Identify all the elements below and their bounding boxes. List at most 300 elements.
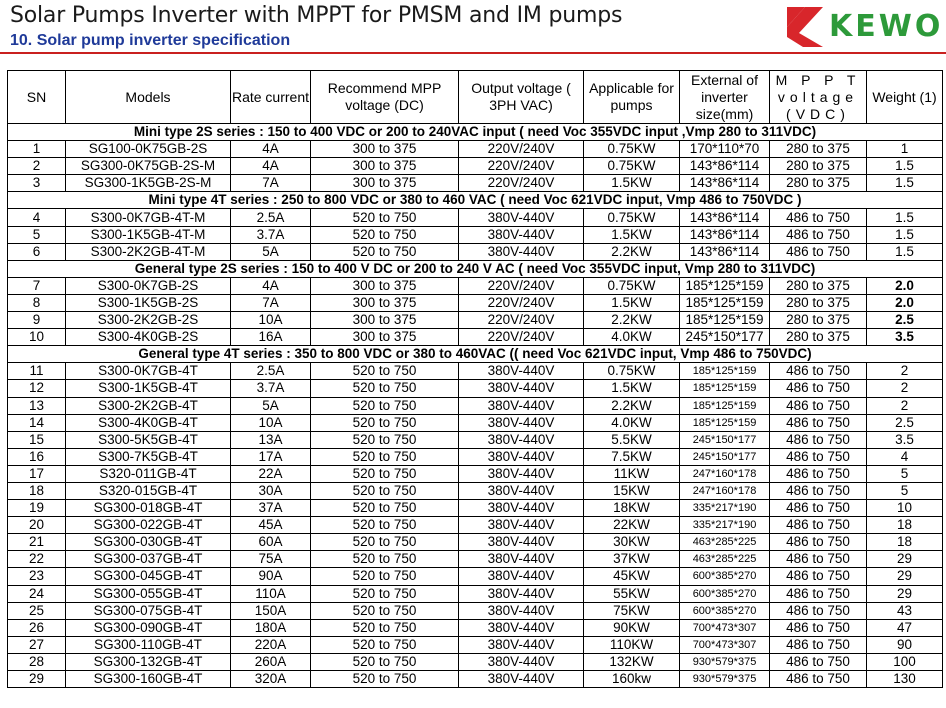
table-cell: 520 to 750 xyxy=(311,465,459,482)
table-cell: 21 xyxy=(8,534,66,551)
table-cell: 11 xyxy=(8,363,66,380)
table-cell: 2.2KW xyxy=(584,243,680,260)
table-cell: 380V-440V xyxy=(459,602,584,619)
table-cell: 2 xyxy=(867,363,943,380)
table-cell: 520 to 750 xyxy=(311,226,459,243)
table-cell: 600*385*270 xyxy=(680,585,770,602)
col-header: Rate current xyxy=(231,71,311,124)
header-divider xyxy=(0,52,946,54)
table-cell: 26 xyxy=(8,619,66,636)
table-cell: 520 to 750 xyxy=(311,671,459,688)
table-cell: 7A xyxy=(231,175,311,192)
table-cell: 380V-440V xyxy=(459,431,584,448)
table-row xyxy=(8,158,943,175)
table-cell: 280 to 375 xyxy=(770,312,867,329)
table-cell: 380V-440V xyxy=(459,517,584,534)
table-cell: 520 to 750 xyxy=(311,500,459,517)
table-cell: 0.75KW xyxy=(584,277,680,294)
table-cell: 29 xyxy=(867,568,943,585)
table-row xyxy=(8,243,943,260)
table-row xyxy=(8,226,943,243)
section-header-row xyxy=(8,260,943,277)
table-cell: 2 xyxy=(867,397,943,414)
table-cell: 220V/240V xyxy=(459,294,584,311)
table-row xyxy=(8,551,943,568)
table-cell: 247*160*178 xyxy=(680,482,770,499)
table-cell: SG300-110GB-4T xyxy=(66,636,231,653)
table-cell: 4A xyxy=(231,141,311,158)
table-cell: 29 xyxy=(867,551,943,568)
table-cell: 2.5 xyxy=(867,312,943,329)
table-cell: 520 to 750 xyxy=(311,243,459,260)
table-cell: 520 to 750 xyxy=(311,363,459,380)
table-cell: 37KW xyxy=(584,551,680,568)
table-cell: 220V/240V xyxy=(459,158,584,175)
table-cell: 486 to 750 xyxy=(770,380,867,397)
table-cell: 486 to 750 xyxy=(770,363,867,380)
table-cell: 185*125*159 xyxy=(680,277,770,294)
table-cell: 1.5KW xyxy=(584,294,680,311)
table-cell: 247*160*178 xyxy=(680,465,770,482)
table-cell: SG300-055GB-4T xyxy=(66,585,231,602)
table-cell: 3 xyxy=(8,175,66,192)
table-cell: 185*125*159 xyxy=(680,312,770,329)
table-row xyxy=(8,500,943,517)
table-cell: 4 xyxy=(867,448,943,465)
table-cell: 16A xyxy=(231,329,311,346)
table-cell: 486 to 750 xyxy=(770,568,867,585)
table-cell: 520 to 750 xyxy=(311,397,459,414)
table-cell: 1.5KW xyxy=(584,175,680,192)
table-cell: 2 xyxy=(867,380,943,397)
table-cell: 280 to 375 xyxy=(770,277,867,294)
table-cell: 220V/240V xyxy=(459,175,584,192)
table-cell: 380V-440V xyxy=(459,397,584,414)
table-cell: 100 xyxy=(867,653,943,670)
table-cell: 29 xyxy=(867,585,943,602)
table-cell: 380V-440V xyxy=(459,534,584,551)
table-cell: 280 to 375 xyxy=(770,175,867,192)
table-cell: 18 xyxy=(867,517,943,534)
table-cell: SG300-018GB-4T xyxy=(66,500,231,517)
col-header: Recommend MPP voltage (DC) xyxy=(311,71,459,124)
table-cell: 7.5KW xyxy=(584,448,680,465)
table-row xyxy=(8,294,943,311)
table-cell: S300-0K7GB-4T xyxy=(66,363,231,380)
table-cell: SG300-075GB-4T xyxy=(66,602,231,619)
section-title: General type 4T series : 350 to 800 VDC or 380 to 460VAC (( need Voc 621VDC input, Vmp 486 to 750VDC) xyxy=(8,346,943,363)
table-cell: 1 xyxy=(8,141,66,158)
table-cell: 10A xyxy=(231,414,311,431)
table-cell: 2.5A xyxy=(231,209,311,226)
table-cell: 1.5 xyxy=(867,226,943,243)
table-cell: 486 to 750 xyxy=(770,551,867,568)
table-cell: 1.5 xyxy=(867,175,943,192)
table-cell: SG300-037GB-4T xyxy=(66,551,231,568)
table-cell: 930*579*375 xyxy=(680,671,770,688)
table-cell: 7A xyxy=(231,294,311,311)
table-cell: 463*285*225 xyxy=(680,534,770,551)
table-cell: 1.5 xyxy=(867,243,943,260)
table-cell: 300 to 375 xyxy=(311,312,459,329)
table-cell: 245*150*177 xyxy=(680,329,770,346)
table-cell: 220A xyxy=(231,636,311,653)
table-row xyxy=(8,141,943,158)
table-cell: 380V-440V xyxy=(459,500,584,517)
table-row xyxy=(8,671,943,688)
table-cell: S320-015GB-4T xyxy=(66,482,231,499)
table-cell: S300-1K5GB-4T xyxy=(66,380,231,397)
table-cell: 13A xyxy=(231,431,311,448)
table-cell: 7 xyxy=(8,277,66,294)
table-cell: SG300-045GB-4T xyxy=(66,568,231,585)
table-cell: 55KW xyxy=(584,585,680,602)
table-cell: S300-4K0GB-2S xyxy=(66,329,231,346)
table-cell: 520 to 750 xyxy=(311,517,459,534)
table-cell: 10A xyxy=(231,312,311,329)
col-header: SN xyxy=(8,71,66,124)
table-cell: SG300-022GB-4T xyxy=(66,517,231,534)
table-cell: 143*86*114 xyxy=(680,175,770,192)
table-cell: 486 to 750 xyxy=(770,243,867,260)
table-cell: 520 to 750 xyxy=(311,414,459,431)
table-cell: 130 xyxy=(867,671,943,688)
table-cell: 486 to 750 xyxy=(770,209,867,226)
table-cell: 380V-440V xyxy=(459,551,584,568)
table-cell: 280 to 375 xyxy=(770,141,867,158)
table-cell: 4 xyxy=(8,209,66,226)
table-cell: 486 to 750 xyxy=(770,482,867,499)
table-cell: 0.75KW xyxy=(584,158,680,175)
table-cell: 280 to 375 xyxy=(770,158,867,175)
table-cell: 520 to 750 xyxy=(311,619,459,636)
table-cell: 2.0 xyxy=(867,294,943,311)
table-row xyxy=(8,414,943,431)
table-cell: 18KW xyxy=(584,500,680,517)
table-cell: 29 xyxy=(8,671,66,688)
table-cell: 2.5 xyxy=(867,414,943,431)
table-cell: 185*125*159 xyxy=(680,380,770,397)
table-cell: 380V-440V xyxy=(459,209,584,226)
table-cell: 220V/240V xyxy=(459,141,584,158)
table-cell: 486 to 750 xyxy=(770,431,867,448)
table-cell: 380V-440V xyxy=(459,448,584,465)
table-cell: 486 to 750 xyxy=(770,226,867,243)
table-cell: 150A xyxy=(231,602,311,619)
table-cell: S300-2K2GB-4T-M xyxy=(66,243,231,260)
table-cell: 16 xyxy=(8,448,66,465)
table-cell: 486 to 750 xyxy=(770,585,867,602)
table-cell: 520 to 750 xyxy=(311,209,459,226)
table-cell: 18 xyxy=(8,482,66,499)
table-cell: 380V-440V xyxy=(459,380,584,397)
table-cell: 0.75KW xyxy=(584,141,680,158)
table-row xyxy=(8,568,943,585)
table-cell: 520 to 750 xyxy=(311,431,459,448)
table-row xyxy=(8,329,943,346)
table-cell: 486 to 750 xyxy=(770,500,867,517)
table-cell: 2.5A xyxy=(231,363,311,380)
table-cell: 22 xyxy=(8,551,66,568)
logo-wordmark: KEWO xyxy=(829,9,944,44)
section-subtitle: 10. Solar pump inverter specification xyxy=(10,32,291,49)
table-cell: 5 xyxy=(867,465,943,482)
table-cell: 90KW xyxy=(584,619,680,636)
table-cell: 11KW xyxy=(584,465,680,482)
table-cell: S300-5K5GB-4T xyxy=(66,431,231,448)
table-row xyxy=(8,517,943,534)
col-header: Applicable for pumps xyxy=(584,71,680,124)
table-cell: 30KW xyxy=(584,534,680,551)
table-cell: 380V-440V xyxy=(459,226,584,243)
table-cell: 300 to 375 xyxy=(311,329,459,346)
table-cell: 280 to 375 xyxy=(770,329,867,346)
table-cell: 486 to 750 xyxy=(770,602,867,619)
table-cell: 143*86*114 xyxy=(680,158,770,175)
col-header: M P P T voltage (VDC) xyxy=(770,71,867,124)
table-cell: 335*217*190 xyxy=(680,500,770,517)
table-cell: 185*125*159 xyxy=(680,414,770,431)
table-row xyxy=(8,431,943,448)
table-cell: S300-1K5GB-4T-M xyxy=(66,226,231,243)
table-cell: 170*110*70 xyxy=(680,141,770,158)
col-header: Models xyxy=(66,71,231,124)
table-cell: SG300-030GB-4T xyxy=(66,534,231,551)
table-cell: 90 xyxy=(867,636,943,653)
col-header: Output voltage ( 3PH VAC) xyxy=(459,71,584,124)
table-row xyxy=(8,312,943,329)
table-cell: 486 to 750 xyxy=(770,414,867,431)
table-cell: 700*473*307 xyxy=(680,619,770,636)
table-cell: 1.5KW xyxy=(584,226,680,243)
table-cell: 520 to 750 xyxy=(311,551,459,568)
table-cell: 47 xyxy=(867,619,943,636)
table-cell: 180A xyxy=(231,619,311,636)
table-cell: 300 to 375 xyxy=(311,294,459,311)
table-cell: 280 to 375 xyxy=(770,294,867,311)
table-cell: 143*86*114 xyxy=(680,243,770,260)
table-cell: 15KW xyxy=(584,482,680,499)
table-row xyxy=(8,363,943,380)
table-cell: 4A xyxy=(231,158,311,175)
table-row xyxy=(8,602,943,619)
table-cell: 4.0KW xyxy=(584,414,680,431)
table-cell: 245*150*177 xyxy=(680,448,770,465)
table-cell: 245*150*177 xyxy=(680,431,770,448)
table-cell: 380V-440V xyxy=(459,585,584,602)
table-cell: 75A xyxy=(231,551,311,568)
table-cell: 520 to 750 xyxy=(311,534,459,551)
table-cell: 520 to 750 xyxy=(311,380,459,397)
table-cell: 486 to 750 xyxy=(770,397,867,414)
table-row xyxy=(8,175,943,192)
table-cell: 110A xyxy=(231,585,311,602)
table-cell: 3.7A xyxy=(231,226,311,243)
table-cell: SG300-160GB-4T xyxy=(66,671,231,688)
table-cell: 5 xyxy=(867,482,943,499)
table-cell: 143*86*114 xyxy=(680,226,770,243)
table-cell: SG100-0K75GB-2S xyxy=(66,141,231,158)
table-cell: 5 xyxy=(8,226,66,243)
table-cell: 45KW xyxy=(584,568,680,585)
col-header: External of inverter size(mm) xyxy=(680,71,770,124)
section-header-row xyxy=(8,124,943,141)
table-cell: 930*579*375 xyxy=(680,653,770,670)
table-cell: 520 to 750 xyxy=(311,585,459,602)
col-header: Weight (1) xyxy=(867,71,943,124)
table-cell: 15 xyxy=(8,431,66,448)
table-cell: S300-4K0GB-4T xyxy=(66,414,231,431)
table-cell: 185*125*159 xyxy=(680,363,770,380)
table-cell: 3.7A xyxy=(231,380,311,397)
table-cell: 486 to 750 xyxy=(770,636,867,653)
table-cell: SG300-090GB-4T xyxy=(66,619,231,636)
table-cell: 520 to 750 xyxy=(311,448,459,465)
table-cell: 520 to 750 xyxy=(311,602,459,619)
table-row xyxy=(8,209,943,226)
table-cell: 143*86*114 xyxy=(680,209,770,226)
table-cell: SG300-0K75GB-2S-M xyxy=(66,158,231,175)
kewo-logo xyxy=(783,3,943,49)
table-cell: 24 xyxy=(8,585,66,602)
section-header-row xyxy=(8,192,943,209)
page-title: Solar Pumps Inverter with MPPT for PMSM and IM pumps xyxy=(10,3,623,28)
table-cell: 20 xyxy=(8,517,66,534)
table-cell: SG300-1K5GB-2S-M xyxy=(66,175,231,192)
table-cell: 380V-440V xyxy=(459,619,584,636)
section-header-row xyxy=(8,346,943,363)
table-cell: 5A xyxy=(231,397,311,414)
table-cell: 220V/240V xyxy=(459,277,584,294)
table-cell: 25 xyxy=(8,602,66,619)
table-cell: 45A xyxy=(231,517,311,534)
table-cell: 2.0 xyxy=(867,277,943,294)
table-cell: 380V-440V xyxy=(459,568,584,585)
table-cell: 19 xyxy=(8,500,66,517)
table-cell: 132KW xyxy=(584,653,680,670)
table-cell: 17 xyxy=(8,465,66,482)
table-cell: 13 xyxy=(8,397,66,414)
table-cell: 600*385*270 xyxy=(680,602,770,619)
table-cell: 320A xyxy=(231,671,311,688)
table-cell: 300 to 375 xyxy=(311,175,459,192)
section-title: Mini type 2S series : 150 to 400 VDC or 200 to 240VAC input ( need Voc 355VDC input ,Vmp 280 to 311VDC) xyxy=(8,124,943,141)
table-cell: 23 xyxy=(8,568,66,585)
table-row xyxy=(8,534,943,551)
table-cell: 486 to 750 xyxy=(770,517,867,534)
table-row xyxy=(8,585,943,602)
table-cell: 9 xyxy=(8,312,66,329)
table-cell: 18 xyxy=(867,534,943,551)
table-cell: 0.75KW xyxy=(584,363,680,380)
table-cell: 300 to 375 xyxy=(311,141,459,158)
table-cell: 486 to 750 xyxy=(770,653,867,670)
table-cell: 43 xyxy=(867,602,943,619)
table-cell: 1.5 xyxy=(867,209,943,226)
table-row xyxy=(8,448,943,465)
table-cell: 10 xyxy=(8,329,66,346)
table-cell: 1.5 xyxy=(867,158,943,175)
table-cell: 2 xyxy=(8,158,66,175)
table-cell: S300-2K2GB-4T xyxy=(66,397,231,414)
table-cell: 185*125*159 xyxy=(680,294,770,311)
table-cell: 380V-440V xyxy=(459,482,584,499)
table-cell: 2.2KW xyxy=(584,312,680,329)
table-cell: 520 to 750 xyxy=(311,653,459,670)
table-cell: 60A xyxy=(231,534,311,551)
table-cell: 8 xyxy=(8,294,66,311)
table-cell: 1.5KW xyxy=(584,380,680,397)
table-cell: 220V/240V xyxy=(459,312,584,329)
table-cell: 30A xyxy=(231,482,311,499)
table-cell: 185*125*159 xyxy=(680,397,770,414)
table-cell: 27 xyxy=(8,636,66,653)
table-cell: 520 to 750 xyxy=(311,568,459,585)
table-cell: 6 xyxy=(8,243,66,260)
table-cell: 300 to 375 xyxy=(311,277,459,294)
table-row xyxy=(8,380,943,397)
table-cell: S300-0K7GB-2S xyxy=(66,277,231,294)
table-cell: 10 xyxy=(867,500,943,517)
table-cell: 17A xyxy=(231,448,311,465)
table-cell: 486 to 750 xyxy=(770,619,867,636)
section-title: Mini type 4T series : 250 to 800 VDC or 380 to 460 VAC ( need Voc 621VDC input, Vmp 486 to 750VDC ) xyxy=(8,192,943,209)
table-cell: 3.5 xyxy=(867,431,943,448)
table-cell: 220V/240V xyxy=(459,329,584,346)
spec-table xyxy=(7,70,943,688)
table-row xyxy=(8,653,943,670)
table-row xyxy=(8,465,943,482)
table-cell: 700*473*307 xyxy=(680,636,770,653)
table-cell: 22A xyxy=(231,465,311,482)
table-cell: 14 xyxy=(8,414,66,431)
table-row xyxy=(8,636,943,653)
table-cell: 486 to 750 xyxy=(770,671,867,688)
table-cell: S300-2K2GB-2S xyxy=(66,312,231,329)
table-cell: 4.0KW xyxy=(584,329,680,346)
table-cell: S300-7K5GB-4T xyxy=(66,448,231,465)
table-cell: 5.5KW xyxy=(584,431,680,448)
table-cell: S320-011GB-4T xyxy=(66,465,231,482)
table-row xyxy=(8,277,943,294)
table-cell: 600*385*270 xyxy=(680,568,770,585)
table-cell: S300-1K5GB-2S xyxy=(66,294,231,311)
table-cell: 520 to 750 xyxy=(311,636,459,653)
table-cell: 4A xyxy=(231,277,311,294)
table-row xyxy=(8,619,943,636)
table-cell: 5A xyxy=(231,243,311,260)
table-cell: 0.75KW xyxy=(584,209,680,226)
table-cell: 380V-440V xyxy=(459,465,584,482)
table-cell: 1 xyxy=(867,141,943,158)
table-cell: 3.5 xyxy=(867,329,943,346)
table-row xyxy=(8,397,943,414)
table-cell: 380V-440V xyxy=(459,243,584,260)
table-cell: 2.2KW xyxy=(584,397,680,414)
table-cell: 380V-440V xyxy=(459,671,584,688)
table-cell: 380V-440V xyxy=(459,636,584,653)
table-cell: 520 to 750 xyxy=(311,482,459,499)
table-cell: 260A xyxy=(231,653,311,670)
table-cell: 22KW xyxy=(584,517,680,534)
table-cell: 12 xyxy=(8,380,66,397)
table-cell: 37A xyxy=(231,500,311,517)
table-row xyxy=(8,482,943,499)
table-cell: SG300-132GB-4T xyxy=(66,653,231,670)
table-body xyxy=(8,124,943,688)
table-cell: 90A xyxy=(231,568,311,585)
table-header-row xyxy=(8,71,943,124)
